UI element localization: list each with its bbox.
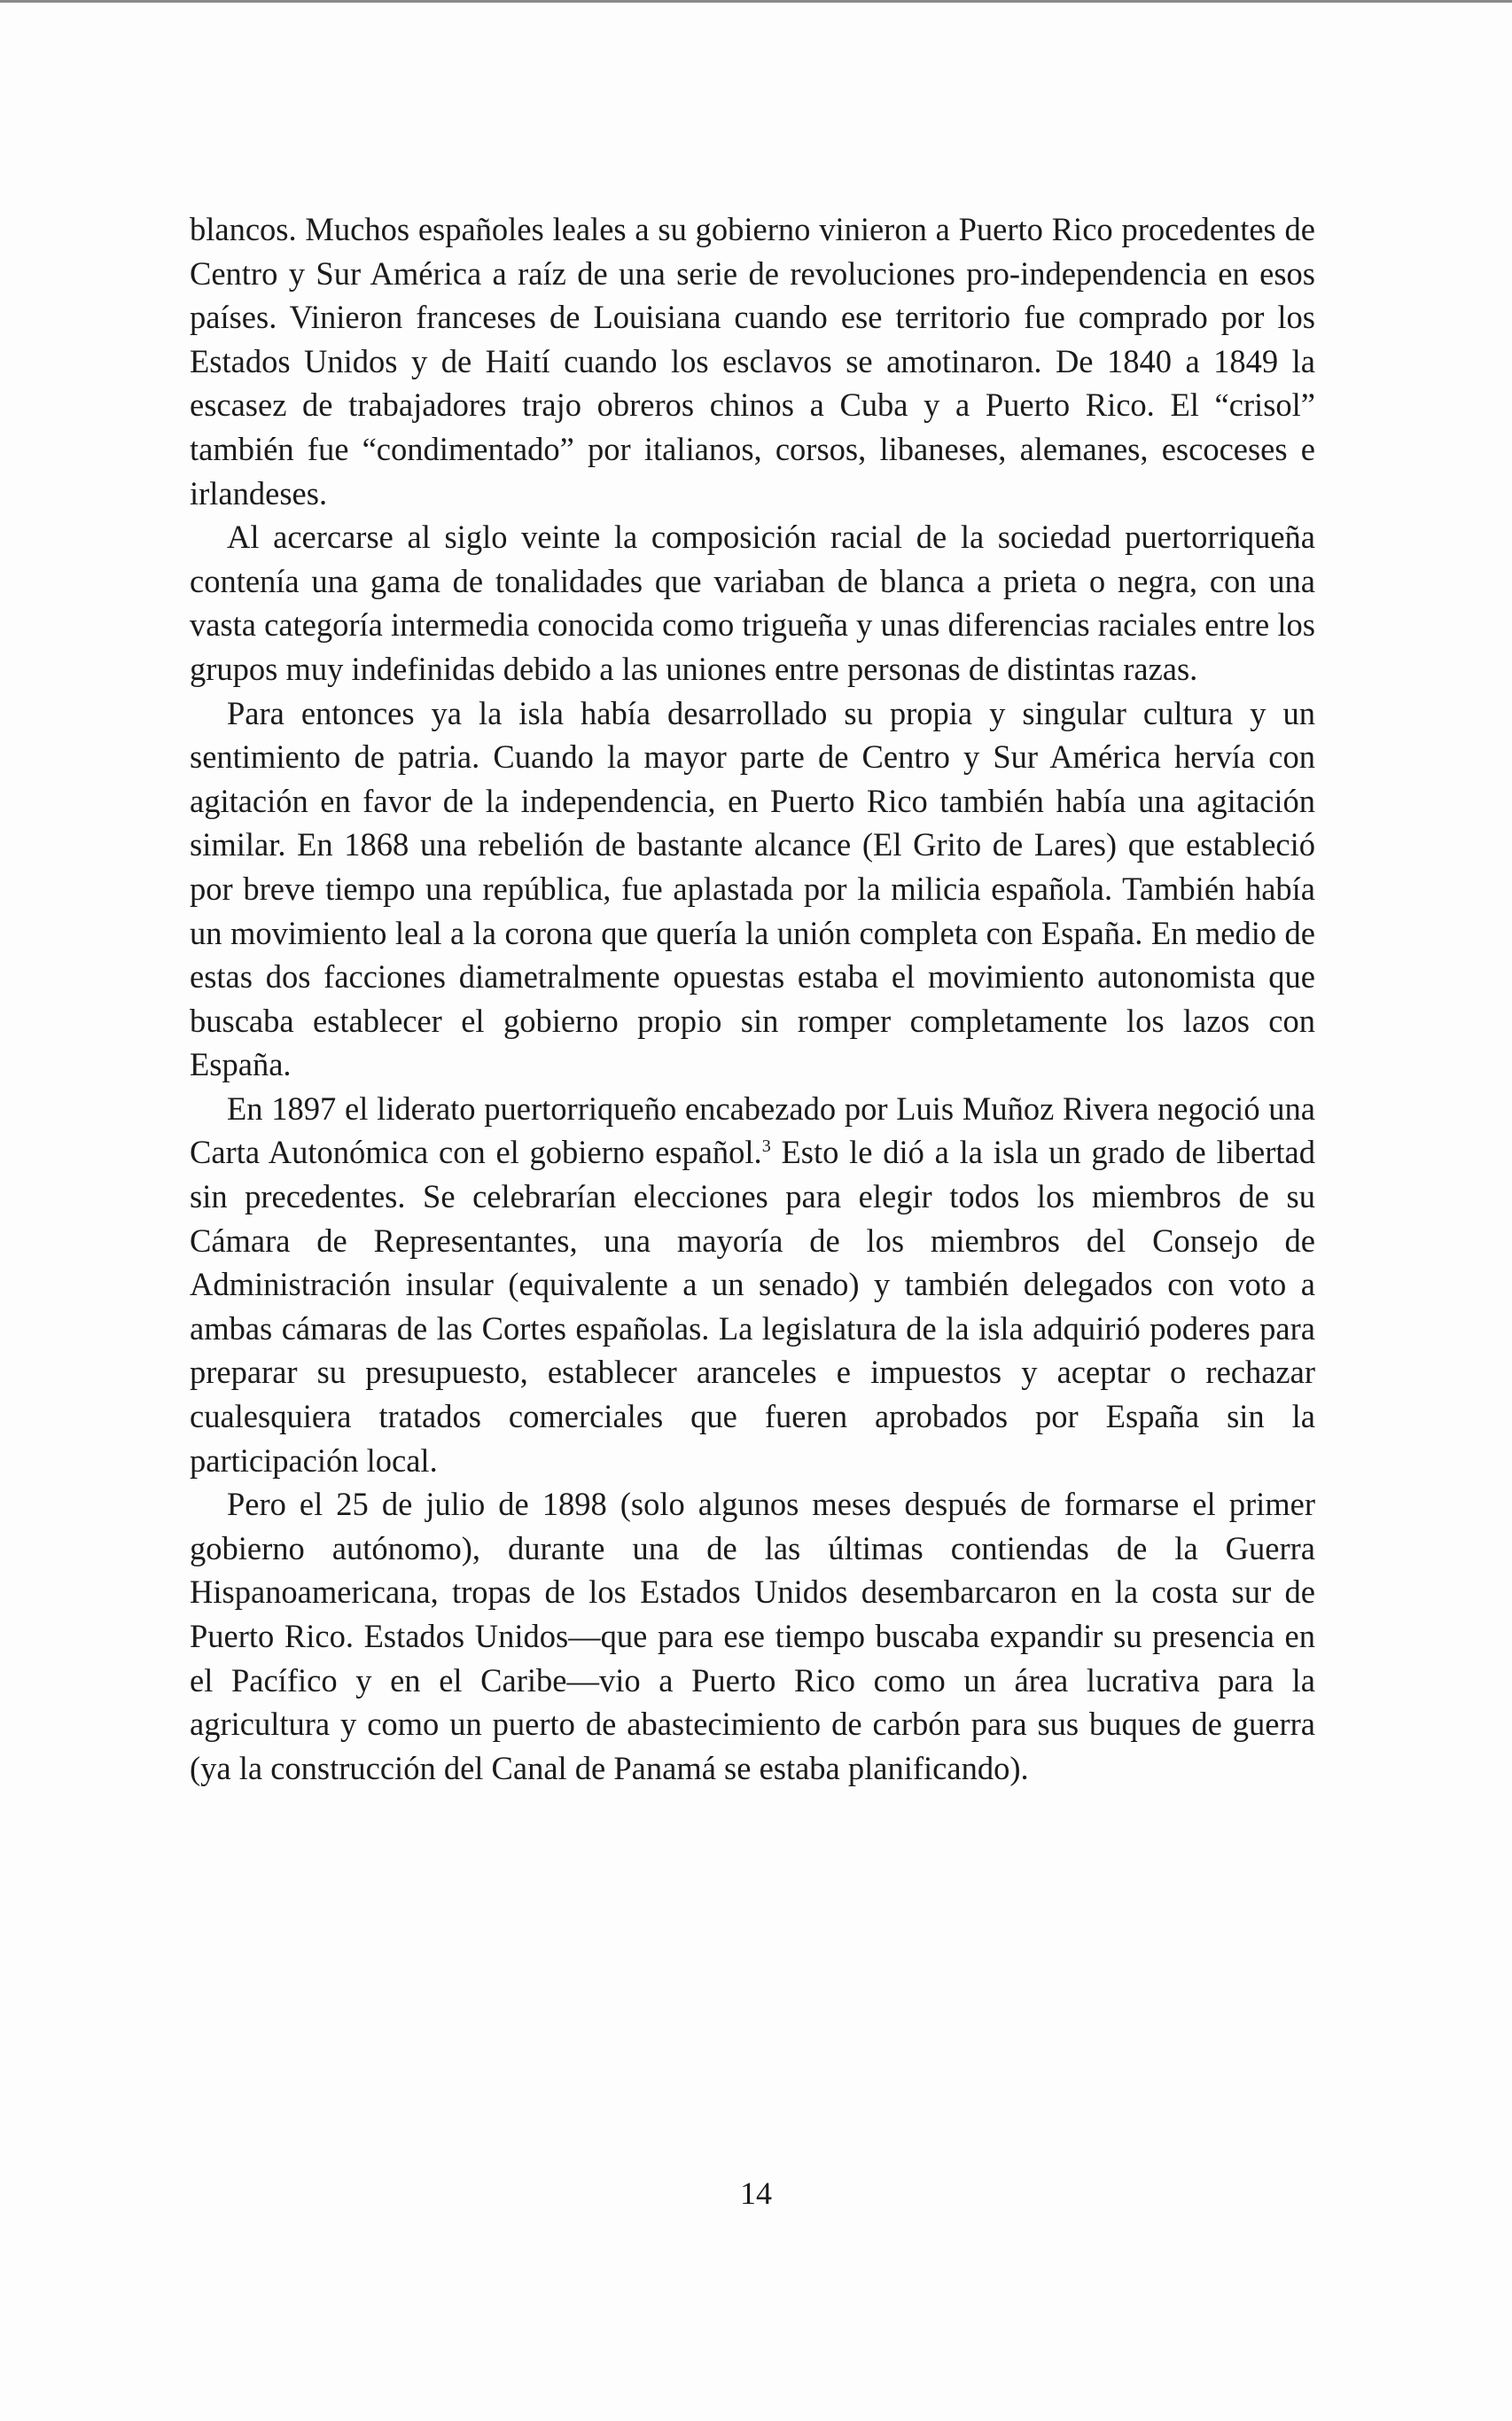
footnote-reference: 3 bbox=[761, 1136, 771, 1157]
page-top-edge bbox=[0, 0, 1512, 3]
paragraph-autonomic-charter bbox=[190, 1087, 1315, 1482]
paragraph-culture-and-patria: Para entonces ya la isla había desarrollado su propia y singular cultura y un sentimiento de patria. Cuando la mayor parte de Centro y Sur América hervía con agitación en favor de la independencia, en Puerto Rico también había una agitación similar. En 1868 una rebelión de bastante alcance (El Grito de Lares) que estableció por breve tiempo una república, fue aplastada por la milicia española. También había un movimiento leal a la corona que quería la unión completa con España. En medio de estas dos facciones diametralmente opuestas estaba el movimiento autonomista que buscaba establecer el gobierno propio sin romper completamente los lazos con España. bbox=[190, 694, 1315, 1083]
page-number: 14 bbox=[740, 2175, 772, 2211]
paragraph-racial-composition: Al acercarse al siglo veinte la composición racial de la sociedad puertorriqueña contenía una gama de tonalidades que variaban de blanca a prieta o negra, con una vasta categoría intermedia conocida como trigueña y unas diferencias raciales entre los grupos muy indefinidas debido a las uniones entre personas de distintas razas. bbox=[190, 519, 1315, 687]
body-text bbox=[190, 207, 1315, 1790]
paragraph-us-landing-1898: Pero el 25 de julio de 1898 (solo algunos meses después de formarse el primer gobierno autónomo), durante una de las últimas contiendas de la Guerra Hispanoamericana, tropas de los Estados Unidos desembarcaron en la costa sur de Puerto Rico. Estados Unidos—que para ese tiempo buscaba expandir su presencia en el Pacífico y en el Caribe—vio a Puerto Rico como un área lucrativa para la agricultura y como un puerto de abastecimiento de carbón para sus buques de guerra (ya la construcción del Canal de Panamá se estaba planificando). bbox=[190, 1486, 1315, 1786]
autonomic-charter-text-start: En 1897 el liderato puertorriqueño encabezado por Luis Muñoz Rivera negoció una Carta Autonómica con el gobierno español. bbox=[190, 1089, 1315, 1171]
autonomic-charter-text-end: Esto le dió a la isla un grado de libertad sin precedentes. Se celebrarían elecciones para elegir todos los miembros de su Cámara de Representantes, una mayoría de los miembros del Consejo de Administración insular (equivalente a un senado) y también delegados con voto a ambas cámaras de las Cortes españolas. La legislatura de la isla adquirió poderes para preparar su presupuesto, establecer aranceles e impuestos y aceptar o rechazar cualesquiera tratados comerciales que fueren aprobados por España sin la participación local. bbox=[190, 1134, 1315, 1479]
paragraph-continued-immigration: blancos. Muchos españoles leales a su gobierno vinieron a Puerto Rico procedentes de Centro y Sur América a raíz de una serie de revoluciones pro-independencia en esos países. Vinieron franceses de Louisiana cuando ese territorio fue comprado por los Estados Unidos y de Haití cuando los esclavos se amotinaron. De 1840 a 1849 la escasez de trabajadores trajo obreros chinos a Cuba y a Puerto Rico. El “crisol” también fue “condimentado” por italianos, corsos, libaneses, alemanes, escoceses e irlandeses. bbox=[190, 211, 1315, 512]
